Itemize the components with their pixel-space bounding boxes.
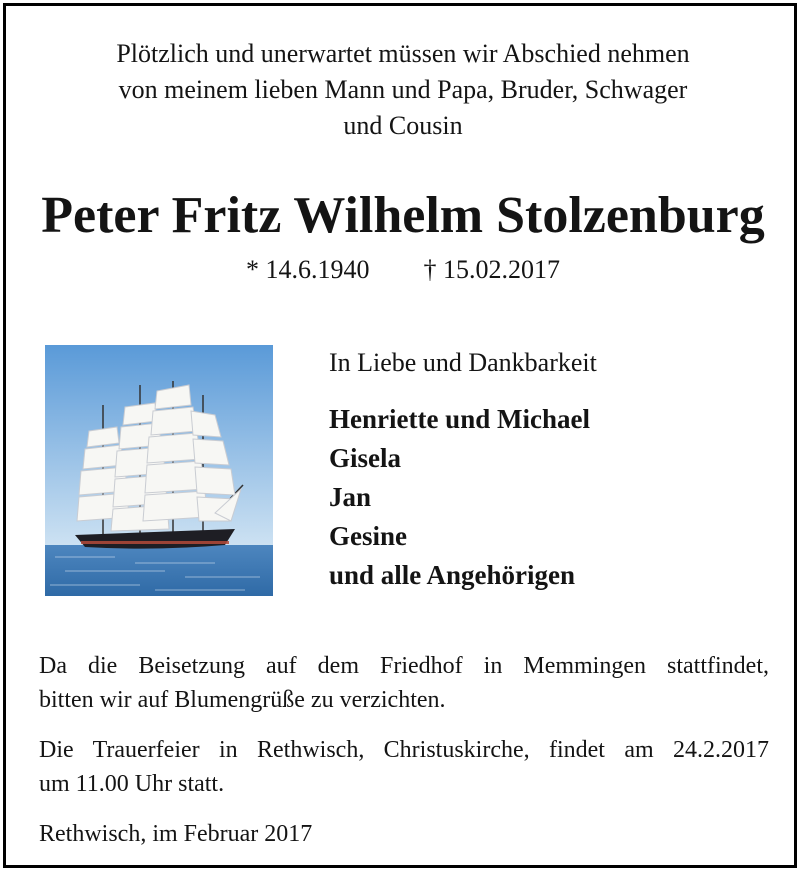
waterline — [81, 541, 229, 544]
intro-line: und Cousin — [343, 111, 463, 140]
thanks-line: In Liebe und Dankbarkeit — [329, 348, 597, 377]
family-member: Gisela — [329, 443, 401, 473]
deceased-name: Peter Fritz Wilhelm Stolzenburg — [41, 187, 765, 244]
family-member: Henriette und Michael — [329, 404, 590, 434]
sailing-ship-photo — [45, 345, 273, 596]
notice-line: bitten wir auf Blumengrüße zu verzichten. — [39, 687, 446, 713]
notice-line: Die Trauerfeier in Rethwisch, Christuskirche, findet am 24.2.2017 — [39, 737, 769, 763]
family-member: Jan — [329, 482, 372, 512]
service-notice — [39, 733, 769, 801]
intro-line: von meinem lieben Mann und Papa, Bruder, Schwager — [118, 75, 688, 104]
notice-line: um 11.00 Uhr statt. — [39, 771, 225, 797]
intro-text — [6, 36, 800, 144]
death-date: † 15.02.2017 — [423, 255, 560, 284]
sailing-ship-illustration — [45, 345, 273, 596]
notice-line: Da die Beisetzung auf dem Friedhof in Memmingen stattfindet, — [39, 653, 769, 679]
obituary-frame — [3, 3, 797, 868]
intro-line: Plötzlich und unerwartet müssen wir Abschied nehmen — [116, 39, 690, 68]
burial-notice — [39, 649, 769, 717]
notice-line: Rethwisch, im Februar 2017 — [39, 821, 313, 847]
family-block — [329, 344, 597, 595]
family-member: Gesine — [329, 521, 407, 551]
place-and-date — [39, 817, 769, 851]
life-dates — [6, 253, 800, 287]
family-member: und alle Angehörigen — [329, 560, 576, 590]
birth-date: * 14.6.1940 — [246, 255, 370, 284]
